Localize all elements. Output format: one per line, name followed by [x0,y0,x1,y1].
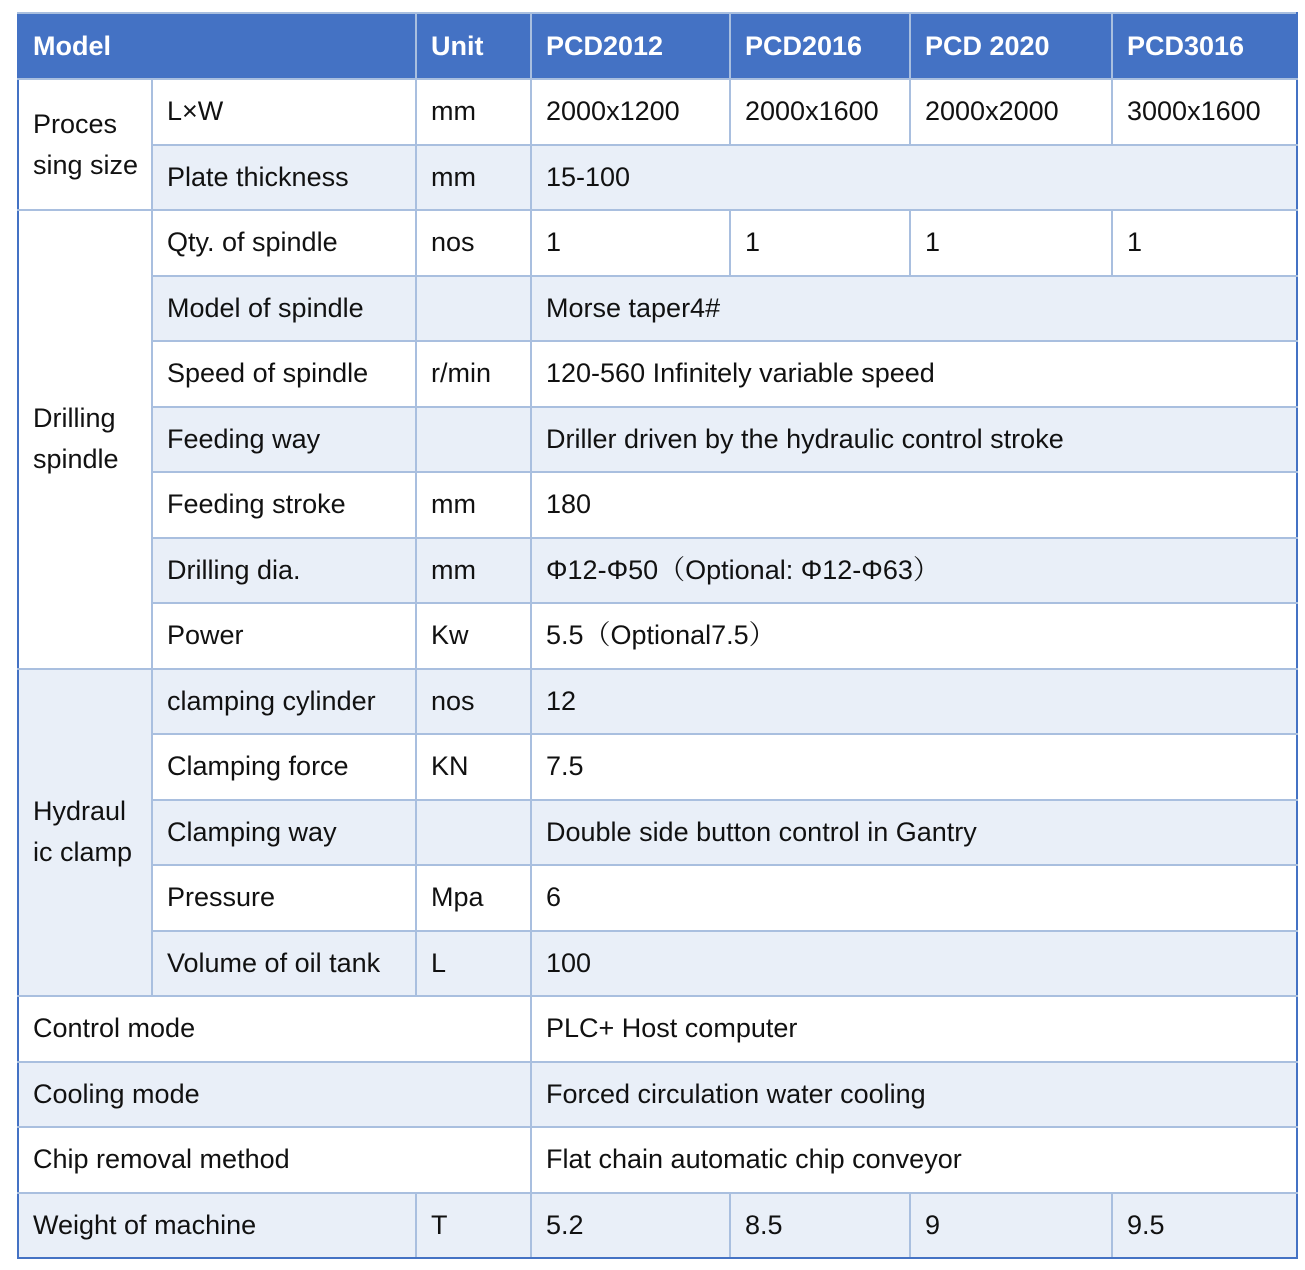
group-drilling-spindle: Drilling spindle [18,210,152,669]
header-model: Model [18,13,416,79]
row-clamping-way [18,800,1297,866]
row-speed-spindle [18,341,1297,407]
row-plate-thickness [18,145,1297,211]
value-cell: 120-560 Infinitely variable speed [531,341,1297,407]
value-cell: 7.5 [531,734,1297,800]
param-cell: Feeding way [152,407,416,473]
unit-cell: nos [416,669,531,735]
unit-cell: mm [416,145,531,211]
param-cell: Weight of machine [18,1193,416,1259]
unit-cell: L [416,931,531,997]
value-cell: 2000x1600 [730,79,910,145]
unit-cell: KN [416,734,531,800]
group-hydraulic-clamp: Hydraul ic clamp [18,669,152,997]
param-cell: Qty. of spindle [152,210,416,276]
value-cell: Φ12-Φ50（Optional: Φ12-Φ63） [531,538,1297,604]
unit-cell: T [416,1193,531,1259]
value-cell: 2000x2000 [910,79,1112,145]
row-cooling-mode [18,1062,1297,1128]
row-drilling-dia [18,538,1297,604]
value-cell: 1 [1112,210,1297,276]
group-processing-size: Proces sing size [18,79,152,210]
unit-cell: mm [416,79,531,145]
value-cell: 8.5 [730,1193,910,1259]
value-cell: 1 [910,210,1112,276]
value-cell: Morse taper4# [531,276,1297,342]
param-cell: Volume of oil tank [152,931,416,997]
value-cell: 2000x1200 [531,79,730,145]
value-cell: 9.5 [1112,1193,1297,1259]
value-cell: Double side button control in Gantry [531,800,1297,866]
header-model-3: PCD 2020 [910,13,1112,79]
value-cell: 100 [531,931,1297,997]
param-cell: Plate thickness [152,145,416,211]
param-cell: Power [152,603,416,669]
param-cell: Clamping way [152,800,416,866]
value-cell: 9 [910,1193,1112,1259]
param-cell: Feeding stroke [152,472,416,538]
row-oil-tank [18,931,1297,997]
param-cell: L×W [152,79,416,145]
value-cell: 5.2 [531,1193,730,1259]
param-cell: clamping cylinder [152,669,416,735]
unit-cell [416,407,531,473]
unit-cell: nos [416,210,531,276]
header-model-2: PCD2016 [730,13,910,79]
header-model-4: PCD3016 [1112,13,1297,79]
row-weight [18,1193,1297,1259]
value-cell: 5.5（Optional7.5） [531,603,1297,669]
row-feeding-stroke [18,472,1297,538]
unit-cell: Mpa [416,865,531,931]
value-cell: PLC+ Host computer [531,996,1297,1062]
row-model-spindle [18,276,1297,342]
row-power [18,603,1297,669]
spec-table [17,12,1298,1259]
row-chip-removal [18,1127,1297,1193]
value-cell: 180 [531,472,1297,538]
unit-cell [416,800,531,866]
row-qty-spindle [18,210,1297,276]
param-cell: Control mode [18,996,531,1062]
param-cell: Pressure [152,865,416,931]
param-cell: Drilling dia. [152,538,416,604]
value-cell: 1 [730,210,910,276]
unit-cell: Kw [416,603,531,669]
unit-cell: mm [416,472,531,538]
row-clamping-cylinder [18,669,1297,735]
row-control-mode [18,996,1297,1062]
value-cell: 6 [531,865,1297,931]
header-row [18,13,1297,79]
unit-cell: r/min [416,341,531,407]
value-cell: Forced circulation water cooling [531,1062,1297,1128]
param-cell: Chip removal method [18,1127,531,1193]
header-unit: Unit [416,13,531,79]
value-cell: 15-100 [531,145,1297,211]
value-cell: 3000x1600 [1112,79,1297,145]
value-cell: 12 [531,669,1297,735]
header-model-1: PCD2012 [531,13,730,79]
row-pressure [18,865,1297,931]
value-cell: 1 [531,210,730,276]
row-feeding-way [18,407,1297,473]
value-cell: Driller driven by the hydraulic control stroke [531,407,1297,473]
param-cell: Cooling mode [18,1062,531,1128]
row-clamping-force [18,734,1297,800]
unit-cell [416,276,531,342]
param-cell: Model of spindle [152,276,416,342]
row-lxw [18,79,1297,145]
param-cell: Speed of spindle [152,341,416,407]
param-cell: Clamping force [152,734,416,800]
value-cell: Flat chain automatic chip conveyor [531,1127,1297,1193]
unit-cell: mm [416,538,531,604]
